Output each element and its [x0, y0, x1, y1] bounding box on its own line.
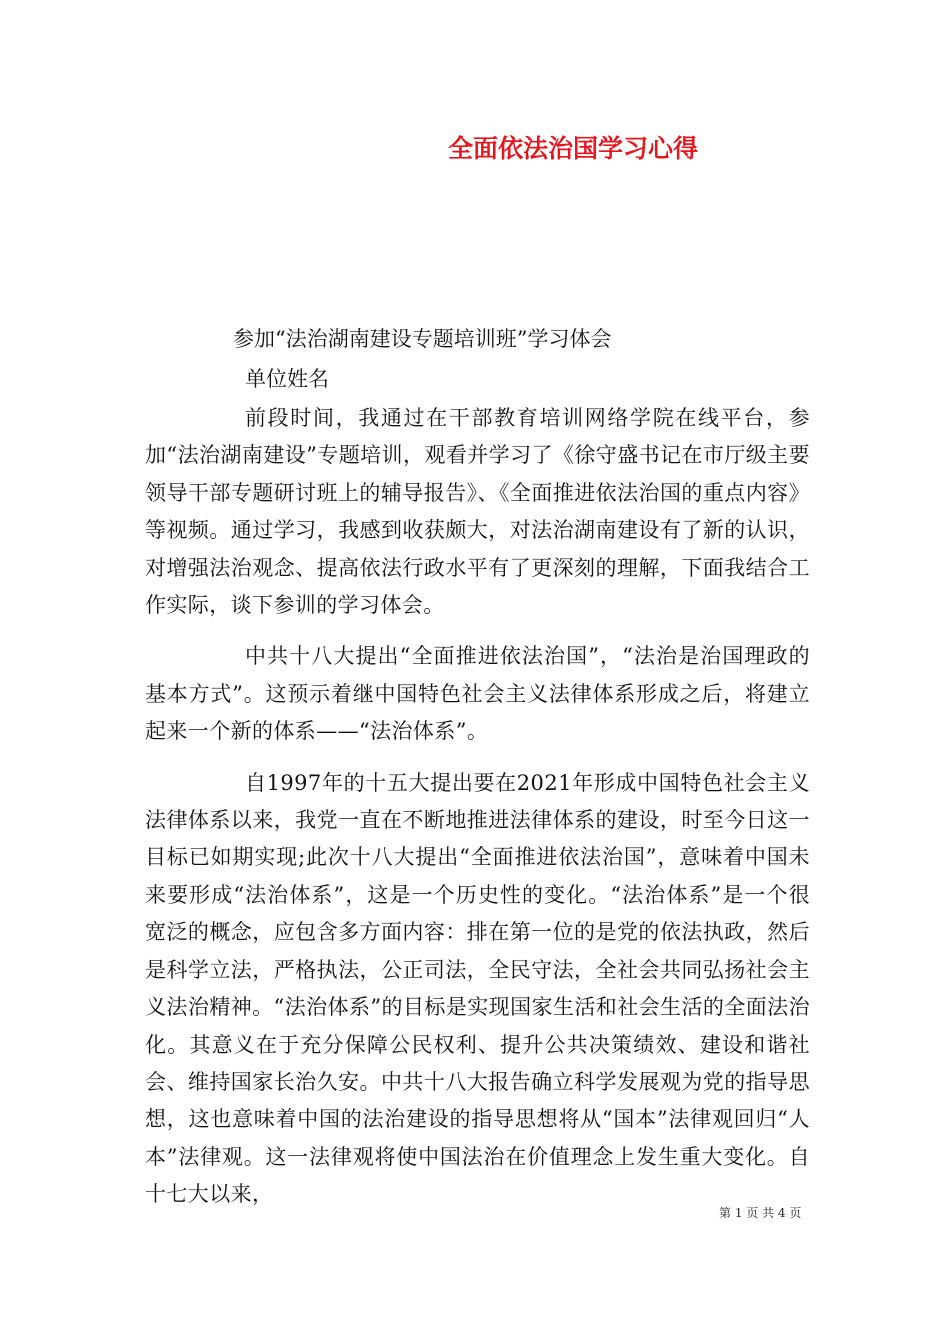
paragraph-1: 前段时间，我通过在干部教育培训网络学院在线平台，参加“法治湖南建设”专题培训，观看并学习了《徐守盛书记在市厅级主要领导干部专题研讨班上的辅导报告》、《全面推进依法治国的重点内容》等视频。通过学习，我感到收获颇大，对法治湖南建设有了新的认识，对增强法治观念、提高依法行政水平有了更深刻的理解，下面我结合工作实际，谈下参训的学习体会。 — [145, 406, 810, 618]
unit-name-label: 单位姓名 — [245, 367, 329, 391]
document-body — [145, 400, 810, 1228]
document-subtitle: 参加“法治湖南建设专题培训班”学习体会 — [233, 327, 612, 351]
page-number-footer: 第 1 页 共 4 页 — [719, 1206, 802, 1220]
paragraph-3: 自1997年的十五大提出要在2021年形成中国特色社会主义法律体系以来，我党一直在不断地推进法律体系的建设，时至今日这一目标已如期实现;此次十八大提出“全面推进依法治国”，意味着中国未来要形成“法治体系”，这是一个历史性的变化。“法治体系”是一个很宽泛的概念，应包含多方面内容：排在第一位的是党的依法执政，然后是科学立法，严格执法，公正司法，全民守法，全社会共同弘扬社会主义法治精神。“法治体系”的目标是实现国家生活和社会生活的全面法治化。其意义在于充分保障公民权利、提升公共决策绩效、建设和谐社会、维持国家长治久安。中共十八大报告确立科学发展观为党的指导思想，这也意味着中国的法治建设的指导思想将从“国本”法律观回归“人本”法律观。这一法律观将使中国法治在价值理念上发生重大变化。自十七大以来， — [145, 770, 810, 1207]
document-title: 全面依法治国学习心得 — [448, 134, 699, 163]
paragraph-2: 中共十八大提出“全面推进依法治国”，“法治是治国理政的基本方式”。这预示着继中国特色社会主义法律体系形成之后，将建立起来一个新的体系——“法治体系”。 — [145, 644, 810, 744]
